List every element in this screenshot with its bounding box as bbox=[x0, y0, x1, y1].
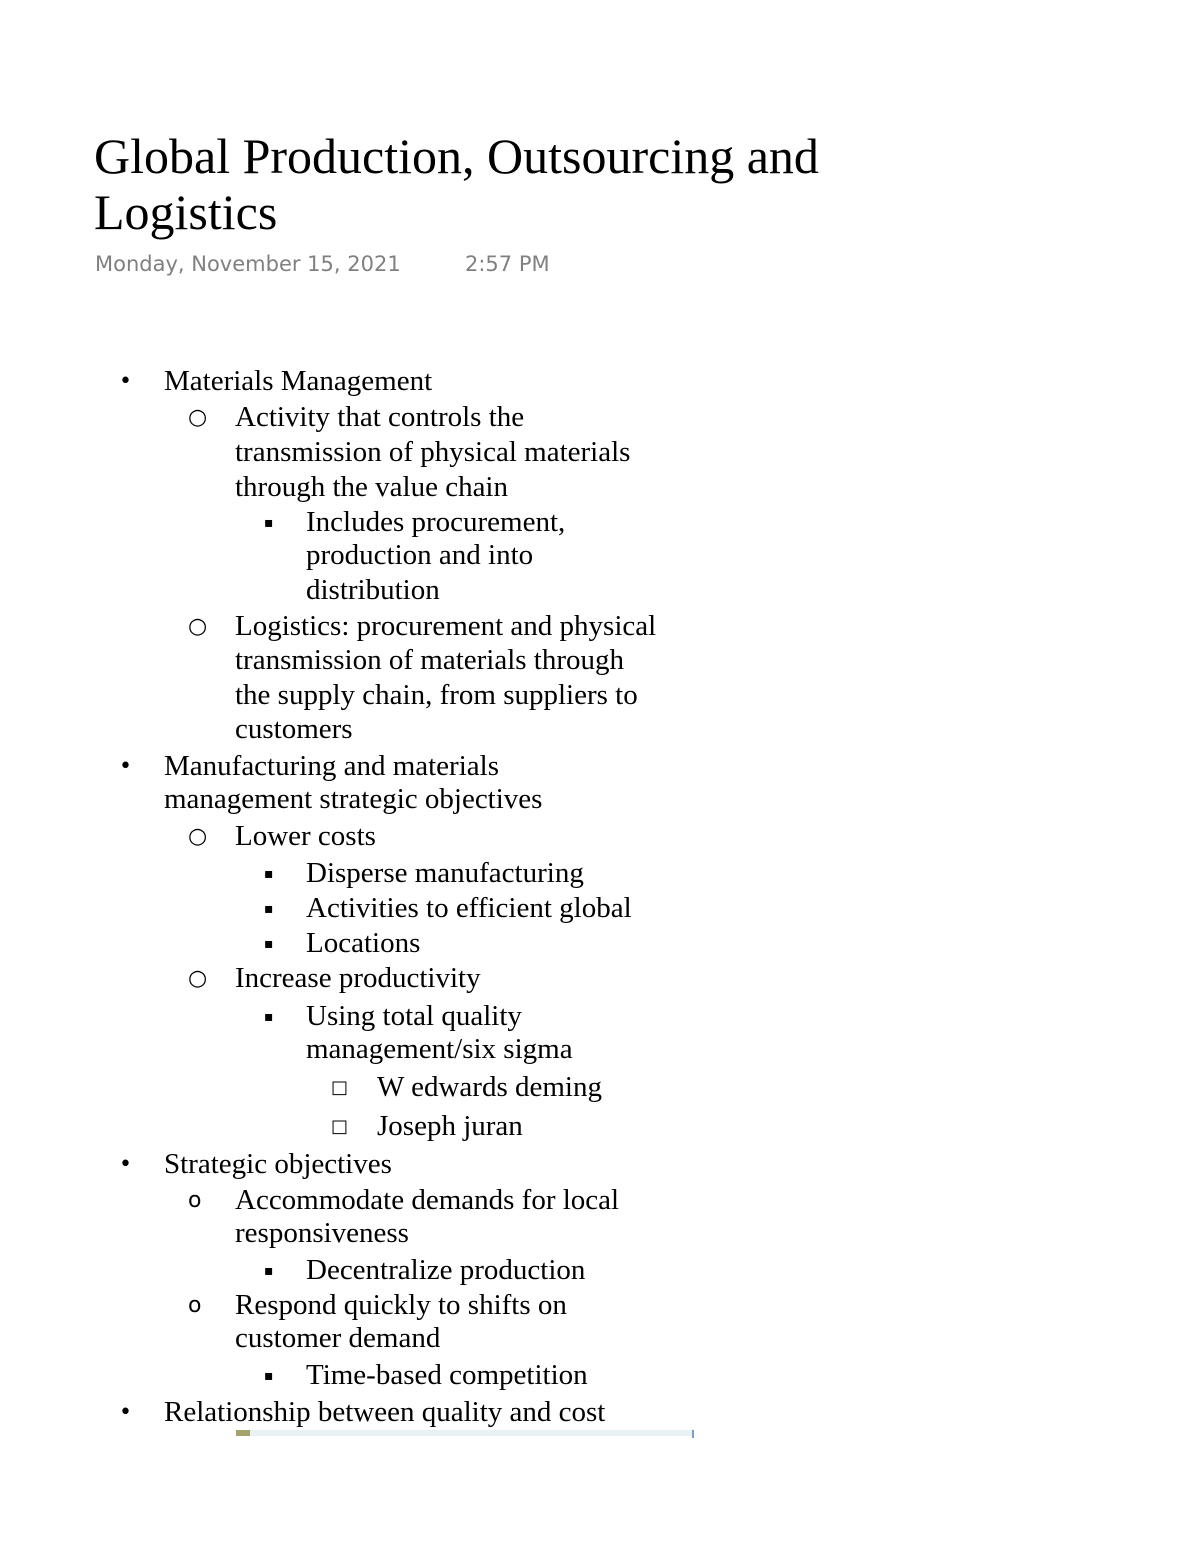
page-date: Monday, November 15, 2021 bbox=[95, 252, 401, 276]
bullet-level-3-icon: ▪ bbox=[264, 515, 274, 531]
bullet-level-2-icon: ○ bbox=[188, 405, 208, 430]
bullet-level-2-icon: o bbox=[188, 1293, 202, 1318]
outline-item-level-2: transmission of materials through bbox=[235, 644, 625, 676]
outline-item-level-2: through the value chain bbox=[235, 471, 508, 503]
outline-item-level-1: Relationship between quality and cost bbox=[164, 1396, 606, 1428]
page-title: Global Production, Outsourcing and Logistics bbox=[94, 128, 819, 240]
bullet-level-3-icon: ▪ bbox=[264, 901, 274, 917]
outline-item-level-2: customer demand bbox=[235, 1322, 441, 1354]
outline-item-level-1: Manufacturing and materials bbox=[164, 750, 499, 782]
page-timestamp bbox=[95, 252, 550, 276]
bullet-level-2-icon: o bbox=[188, 1188, 202, 1213]
bullet-level-3-icon: ▪ bbox=[264, 866, 274, 882]
outline-item-level-3: Activities to efficient global bbox=[306, 892, 632, 924]
outline-item-level-4: W edwards deming bbox=[377, 1071, 602, 1103]
outline-item-level-1: Materials Management bbox=[164, 365, 433, 397]
outline-item-level-3: Decentralize production bbox=[306, 1254, 586, 1286]
outline-item-level-2: Activity that controls the bbox=[235, 401, 525, 433]
outline-item-level-3: Includes procurement, bbox=[306, 506, 566, 538]
outline-item-level-3: management/six sigma bbox=[306, 1033, 573, 1065]
outline-item-level-2: Respond quickly to shifts on bbox=[235, 1289, 567, 1321]
outline-item-level-2: Lower costs bbox=[235, 820, 376, 852]
outline-item-level-3: distribution bbox=[306, 574, 440, 606]
outline-item-level-3: Using total quality bbox=[306, 1000, 522, 1032]
bullet-level-2-icon: ○ bbox=[188, 824, 208, 849]
bullet-level-1-icon: • bbox=[119, 1152, 132, 1177]
partial-image-edge bbox=[236, 1430, 694, 1436]
image-edge-mark bbox=[236, 1430, 250, 1436]
bullet-level-3-icon: ▪ bbox=[264, 1009, 274, 1025]
bullet-level-2-icon: ○ bbox=[188, 966, 208, 991]
outline-item-level-3: Time-based competition bbox=[306, 1359, 588, 1391]
outline-item-level-4: Joseph juran bbox=[377, 1110, 523, 1142]
outline-item-level-3: production and into bbox=[306, 539, 534, 571]
outline-item-level-3: Disperse manufacturing bbox=[306, 857, 584, 889]
outline-item-level-2: responsiveness bbox=[235, 1217, 409, 1249]
outline-item-level-2: the supply chain, from suppliers to bbox=[235, 679, 638, 711]
bullet-level-1-icon: • bbox=[119, 1400, 132, 1425]
page-time: 2:57 PM bbox=[465, 252, 550, 276]
outline-item-level-3: Locations bbox=[306, 927, 421, 959]
image-edge-tick bbox=[692, 1430, 694, 1438]
bullet-level-3-icon: ▪ bbox=[264, 1263, 274, 1279]
bullet-level-1-icon: • bbox=[119, 754, 132, 779]
bullet-level-3-icon: ▪ bbox=[264, 936, 274, 952]
outline-item-level-2: customers bbox=[235, 713, 353, 745]
bullet-level-4-icon: □ bbox=[331, 1077, 349, 1098]
outline-item-level-1: Strategic objectives bbox=[164, 1148, 392, 1180]
outline-item-level-1: management strategic objectives bbox=[164, 783, 543, 815]
bullet-level-4-icon: □ bbox=[331, 1116, 349, 1137]
outline-item-level-2: Accommodate demands for local bbox=[235, 1184, 620, 1216]
bullet-level-3-icon: ▪ bbox=[264, 1368, 274, 1384]
bullet-level-1-icon: • bbox=[119, 369, 132, 394]
bullet-level-2-icon: ○ bbox=[188, 614, 208, 639]
outline-item-level-2: transmission of physical materials bbox=[235, 436, 631, 468]
outline-item-level-2: Logistics: procurement and physical bbox=[235, 610, 657, 642]
outline-item-level-2: Increase productivity bbox=[235, 962, 481, 994]
